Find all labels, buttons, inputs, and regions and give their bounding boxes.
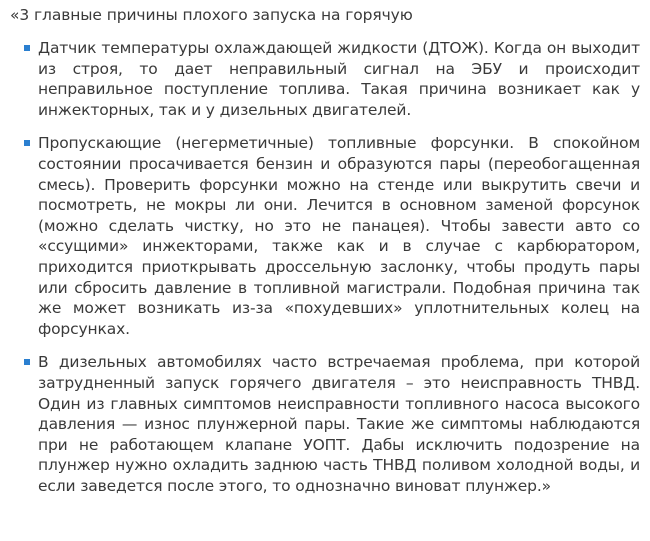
square-bullet-icon — [24, 140, 30, 146]
list-item-text: Датчик температуры охлаждающей жидкости (ДТОЖ). Когда он выходит из строя, то дает неправильный сигнал на ЭБУ и происходит неправильное поступление топлива. Такая причина возникает как у инжекторных, так и у дизельных двигателей. — [38, 39, 640, 119]
list-item-text: В дизельных автомобилях часто встречаемая проблема, при которой затрудненный запуск горячего двигателя – это неисправность ТНВД. Один из главных симптомов неисправности топливного насоса высокого давления — износ плунжерной пары. Такие же симптомы наблюдаются при не работающем клапане УОПТ. Дабы исключить подозрение на плунжер нужно охладить заднюю часть ТНВД поливом холодной воды, и если заведется после этого, то однозначно виноват плунжер.» — [38, 353, 640, 495]
causes-list — [10, 38, 640, 496]
list-item-text: Пропускающие (негерметичные) топливные форсунки. В спокойном состоянии просачивается бензин и образуются пары (переобогащенная смесь). Проверить форсунки можно на стенде или выкрутить свечи и посмотреть, не мокры ли они. Лечится в основном заменой форсунок (можно сделать чистку, но это не панацея). Чтобы завести авто со «ссущими» инжекторами, также как и в случае с карбюратором, приходится приоткрывать дроссельную заслонку, чтобы продуть пары или сбросить давление в топливной магистрали. Подобная причина так же может возникать из-за «похудевших» уплотнительных колец на форсунках. — [38, 134, 640, 338]
quote-heading: «3 главные причины плохого запуска на горячую — [10, 6, 413, 24]
list-item-fuel-pump — [10, 352, 640, 496]
list-item-leaking-injectors — [10, 133, 640, 339]
square-bullet-icon — [24, 359, 30, 365]
square-bullet-icon — [24, 45, 30, 51]
list-item-coolant-sensor — [10, 38, 640, 120]
